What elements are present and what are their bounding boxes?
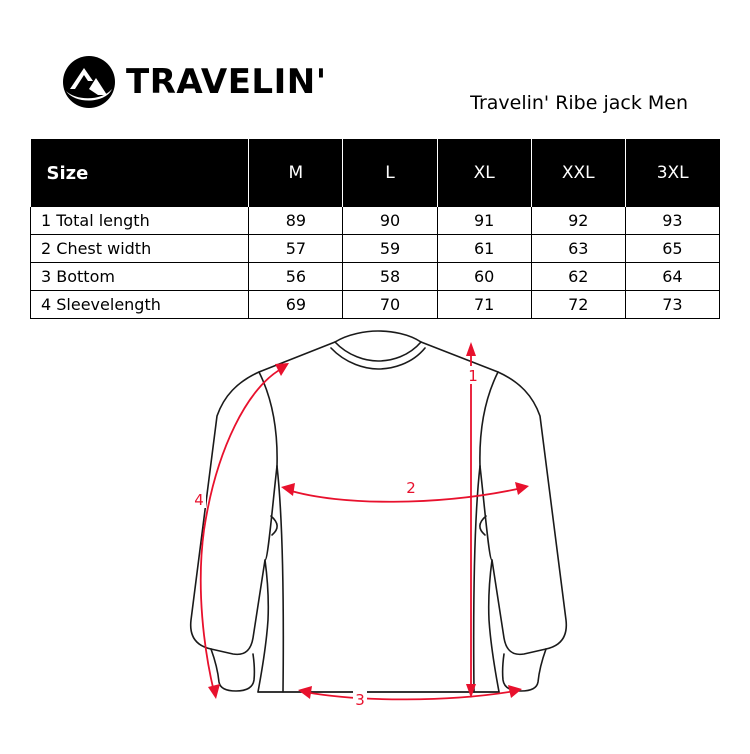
table-body (31, 207, 720, 319)
table-header (31, 139, 720, 207)
cell-bottom-3xl: 64 (625, 263, 719, 291)
size-chart-table (30, 139, 720, 319)
cell-sleevelength-m: 69 (249, 291, 343, 319)
cell-total-length-xxl: 92 (531, 207, 625, 235)
header-size-m: M (249, 139, 343, 207)
cell-bottom-xl: 60 (437, 263, 531, 291)
cell-sleevelength-xxl: 72 (531, 291, 625, 319)
mountain-logo-icon (62, 55, 116, 109)
header-size-xxl: XXL (531, 139, 625, 207)
cell-bottom-m: 56 (249, 263, 343, 291)
measure-label-4: 4 (194, 491, 204, 509)
measure-label-3: 3 (355, 691, 365, 709)
page-header (0, 0, 750, 136)
brand-logo (62, 55, 327, 109)
cell-chest-width-m: 57 (249, 235, 343, 263)
table-row (31, 207, 720, 235)
sweater-outline-icon (191, 331, 567, 692)
table-header-row (31, 139, 720, 207)
table-row (31, 263, 720, 291)
row-label-bottom: 3 Bottom (31, 263, 249, 291)
row-label-total-length: 1 Total length (31, 207, 249, 235)
cell-total-length-l: 90 (343, 207, 437, 235)
cell-bottom-l: 58 (343, 263, 437, 291)
header-size-xl: XL (437, 139, 531, 207)
cell-chest-width-l: 59 (343, 235, 437, 263)
table-row (31, 235, 720, 263)
cell-total-length-3xl: 93 (625, 207, 719, 235)
row-label-chest-width: 2 Chest width (31, 235, 249, 263)
row-label-sleevelength: 4 Sleevelength (31, 291, 249, 319)
cell-bottom-xxl: 62 (531, 263, 625, 291)
cell-total-length-xl: 91 (437, 207, 531, 235)
cell-chest-width-xl: 61 (437, 235, 531, 263)
cell-chest-width-3xl: 65 (625, 235, 719, 263)
measure-label-1: 1 (468, 367, 478, 385)
header-size-l: L (343, 139, 437, 207)
cell-sleevelength-3xl: 73 (625, 291, 719, 319)
cell-sleevelength-xl: 71 (437, 291, 531, 319)
measure-label-2: 2 (406, 479, 416, 497)
cell-sleevelength-l: 70 (343, 291, 437, 319)
garment-diagram (0, 320, 750, 750)
cell-chest-width-xxl: 63 (531, 235, 625, 263)
header-size-3xl: 3XL (625, 139, 719, 207)
table-row (31, 291, 720, 319)
brand-name: TRAVELIN' (126, 62, 327, 102)
product-title: Travelin' Ribe jack Men (470, 92, 688, 114)
header-size-label: Size (31, 139, 249, 207)
cell-total-length-m: 89 (249, 207, 343, 235)
